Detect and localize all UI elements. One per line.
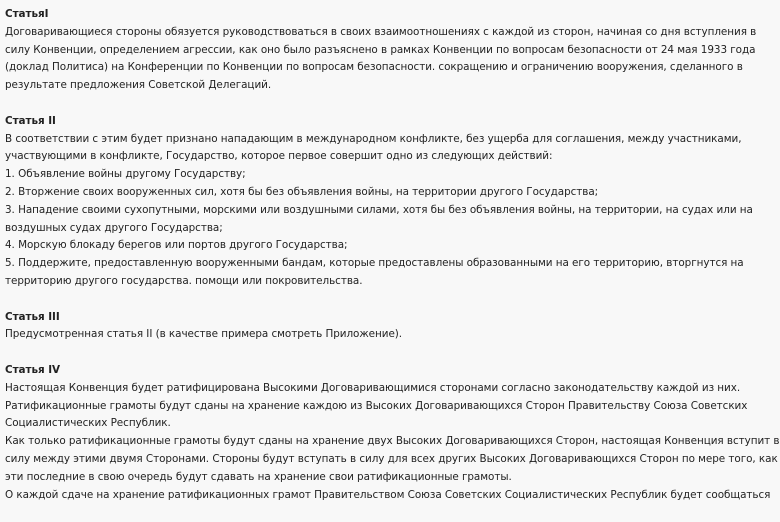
list-item: воздушных судах другого Государства;	[5, 221, 223, 234]
list-item: 1. Объявление войны другому Государству;	[5, 168, 246, 181]
paragraph-line: Ратификационные грамоты будут сданы на хранение каждою из Высоких Договаривающихся Сторон Правительству Союза Советских	[5, 399, 748, 412]
list-item: 2. Вторжение своих вооруженных сил, хотя бы без объявления войны, на территории другого Государства;	[5, 185, 599, 198]
list-item: 5. Поддержите, предоставленную вооруженными бандам, которые предоставлены образованными на его территорию, вторгнутся на	[5, 257, 744, 270]
paragraph-line: силу между этими двумя Сторонами. Стороны будут вступать в силу для всех других Высоких Договаривающихся Сторон по мере того, как	[5, 452, 778, 465]
paragraph-line: Как только ратификационные грамоты будут сданы на хранение двух Высоких Договаривающихся Сторон, настоящая Конвенция вступит в	[5, 435, 780, 448]
paragraph-line: Предусмотренная статья II (в качестве примера смотреть Приложение).	[5, 328, 403, 341]
paragraph-line: результате предложения Советской Делегаций.	[5, 79, 272, 92]
article-1	[5, 6, 757, 95]
article-heading: Статья III	[5, 310, 60, 323]
article-heading: СтатьяI	[5, 8, 49, 20]
paragraph-line: (доклад Политиса) на Конференции по Конвенции по вопросам безопасности. сокращению и ограничению вооружения, сделанного в	[5, 61, 743, 74]
list-item: 3. Нападение своими сухопутными, морскими или воздушными силами, хотя бы без объявления войны, на территории, на судах или на	[5, 203, 753, 216]
paragraph-line: Социалистических Республик.	[5, 417, 171, 430]
list-item: территорию другого государства. помощи или покровительства.	[5, 274, 363, 287]
paragraph-line: О каждой сдаче на хранение ратификационных грамот Правительством Союза Советских Социалистических Республик будет сообщаться	[5, 488, 771, 501]
list-item: 4. Морскую блокаду берегов или портов другого Государства;	[5, 239, 348, 252]
paragraph-line: В соответствии с этим будет признано нападающим в международном конфликте, без ущерба для соглашения, между участниками,	[5, 132, 742, 145]
article-4	[5, 362, 780, 504]
paragraph-line: эти последние в свою очередь будут сдавать на хранение свои ратификационные грамоты.	[5, 470, 512, 483]
paragraph-line: участвующими в конфликте, Государство, которое первое совершит одно из следующих действий:	[5, 150, 553, 163]
article-heading: Статья II	[5, 114, 56, 127]
paragraph-line: силу Конвенции, определением агрессии, как оно было разъяснено в рамках Конвенции по вопросам безопасности от 24 мая 1933 года	[5, 43, 756, 56]
document-body	[5, 6, 780, 522]
paragraph-line: Настоящая Конвенция будет ратифицирована Высокими Договаривающимися сторонами согласно законодательству каждой из них.	[5, 381, 741, 394]
paragraph-line: Договаривающиеся стороны обязуется руководствоваться в своих взаимоотношениях с каждой из сторон, начиная со дня вступления в	[5, 25, 757, 38]
article-heading: Статья IV	[5, 363, 60, 376]
article-3	[5, 309, 640, 345]
article-2	[5, 113, 753, 291]
